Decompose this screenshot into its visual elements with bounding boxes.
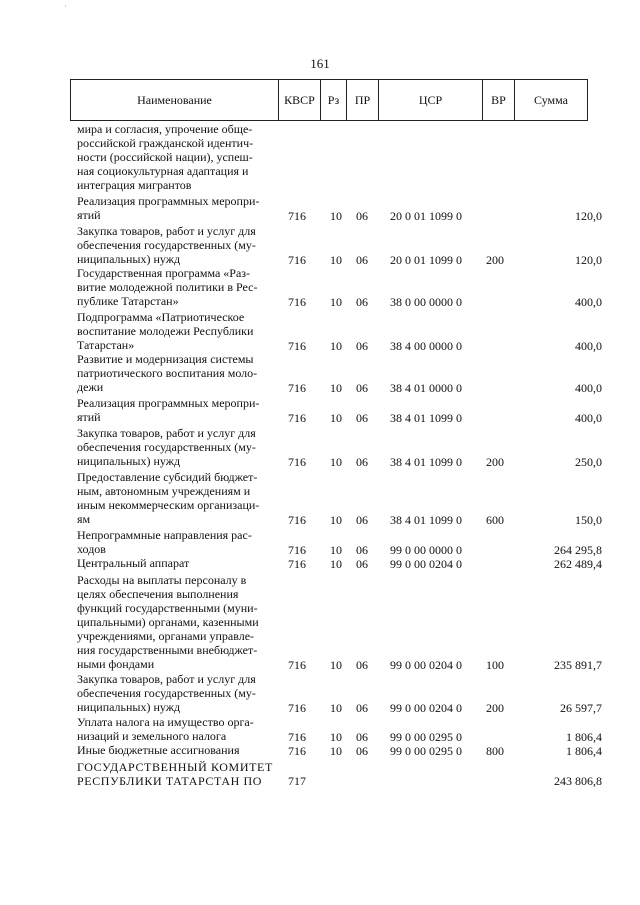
- row-name: [77, 426, 273, 468]
- row-name-line: ходов: [77, 542, 106, 556]
- cell-pr: 06: [356, 339, 368, 353]
- cell-kvsr: 716: [288, 411, 306, 425]
- cell-pr: 06: [356, 513, 368, 527]
- row-name-line: ятий: [77, 410, 101, 424]
- cell-csr: 20 0 01 1099 0: [390, 209, 462, 223]
- cell-kvsr: 716: [288, 295, 306, 309]
- row-name-line: РЕСПУБЛИКИ ТАТАРСТАН ПО: [77, 774, 262, 788]
- cell-sum: 1 806,4: [566, 744, 602, 758]
- cell-rz: 10: [330, 557, 342, 571]
- row-name: [77, 672, 273, 714]
- cell-pr: 06: [356, 543, 368, 557]
- row-name-line: ниципальных) нужд: [77, 700, 181, 714]
- row-name-line: ципальными) органами, казенными: [77, 615, 259, 629]
- cell-vr: 200: [486, 701, 504, 715]
- row-name-line: обеспечения государственных (му-: [77, 440, 256, 454]
- row-name-line: Уплата налога на имущество орга-: [77, 715, 254, 729]
- row-name: [77, 122, 273, 192]
- cell-vr: 800: [486, 744, 504, 758]
- row-name-line: ности (российской нации), успеш-: [77, 150, 253, 164]
- row-name-line: дежи: [77, 380, 104, 394]
- row-name-line: обеспечения государственных (му-: [77, 238, 256, 252]
- cell-csr: 99 0 00 0204 0: [390, 557, 462, 571]
- cell-pr: 06: [356, 658, 368, 672]
- cell-rz: 10: [330, 513, 342, 527]
- cell-sum: 120,0: [575, 253, 602, 267]
- row-name-line: публике Татарстан»: [77, 294, 179, 308]
- cell-sum: 26 597,7: [560, 701, 602, 715]
- row-name-line: ниципальных) нужд: [77, 454, 181, 468]
- cell-kvsr: 716: [288, 513, 306, 527]
- cell-csr: 38 4 01 1099 0: [390, 513, 462, 527]
- cell-pr: 06: [356, 411, 368, 425]
- cell-rz: 10: [330, 339, 342, 353]
- cell-csr: 99 0 00 0000 0: [390, 543, 462, 557]
- cell-vr: 200: [486, 455, 504, 469]
- row-name-line: иным некоммерческим организаци-: [77, 498, 260, 512]
- row-name-line: воспитание молодежи Республики: [77, 324, 254, 338]
- column-header-sum: Сумма: [514, 80, 588, 120]
- row-name: [77, 266, 273, 308]
- cell-csr: 38 4 01 1099 0: [390, 455, 462, 469]
- cell-vr: 100: [486, 658, 504, 672]
- cell-sum: 235 891,7: [554, 658, 602, 672]
- cell-rz: 10: [330, 730, 342, 744]
- row-name-line: функций государственными (муни-: [77, 601, 258, 615]
- row-name-line: целях обеспечения выполнения: [77, 587, 239, 601]
- cell-csr: 38 4 01 0000 0: [390, 381, 462, 395]
- column-header-name: Наименование: [70, 80, 278, 120]
- cell-kvsr: 716: [288, 209, 306, 223]
- cell-kvsr: 716: [288, 557, 306, 571]
- cell-csr: 99 0 00 0295 0: [390, 744, 462, 758]
- cell-csr: 99 0 00 0295 0: [390, 730, 462, 744]
- cell-pr: 06: [356, 381, 368, 395]
- row-name-line: Предоставление субсидий бюджет-: [77, 470, 258, 484]
- cell-sum: 120,0: [575, 209, 602, 223]
- cell-sum: 264 295,8: [554, 543, 602, 557]
- cell-csr: 38 4 00 0000 0: [390, 339, 462, 353]
- cell-pr: 06: [356, 455, 368, 469]
- cell-sum: 243 806,8: [554, 774, 602, 788]
- cell-pr: 06: [356, 253, 368, 267]
- row-name: [77, 573, 273, 671]
- column-header-pr: ПР: [346, 80, 378, 120]
- row-name-line: ниципальных) нужд: [77, 252, 181, 266]
- cell-kvsr: 716: [288, 455, 306, 469]
- cell-rz: 10: [330, 658, 342, 672]
- row-name-line: интеграция мигрантов: [77, 178, 192, 192]
- row-name-line: учреждениями, органами управле-: [77, 629, 255, 643]
- cell-csr: 20 0 01 1099 0: [390, 253, 462, 267]
- row-name: [77, 352, 273, 394]
- row-name: [77, 743, 273, 757]
- cell-pr: 06: [356, 730, 368, 744]
- cell-pr: 06: [356, 701, 368, 715]
- row-name-line: ными фондами: [77, 657, 155, 671]
- cell-vr: 600: [486, 513, 504, 527]
- row-name: [77, 470, 273, 526]
- cell-rz: 10: [330, 543, 342, 557]
- row-name: [77, 224, 273, 266]
- cell-sum: 150,0: [575, 513, 602, 527]
- column-header-csr: ЦСР: [378, 80, 482, 120]
- row-name-line: Подпрограмма «Патриотическое: [77, 310, 245, 324]
- cell-kvsr: 716: [288, 253, 306, 267]
- cell-pr: 06: [356, 295, 368, 309]
- cell-csr: 38 4 01 1099 0: [390, 411, 462, 425]
- row-name-line: Расходы на выплаты персоналу в: [77, 573, 247, 587]
- row-name: [77, 715, 273, 743]
- row-name-line: Татарстан»: [77, 338, 135, 352]
- cell-kvsr: 716: [288, 701, 306, 715]
- row-name-line: ятий: [77, 208, 101, 222]
- row-name-line: Реализация программных меропри-: [77, 194, 260, 208]
- scan-speck: ·: [64, 2, 67, 11]
- column-header-vr: ВР: [482, 80, 514, 120]
- row-name-line: Реализация программных меропри-: [77, 396, 260, 410]
- cell-rz: 10: [330, 253, 342, 267]
- row-name-line: ния государственными внебюджет-: [77, 643, 258, 657]
- row-name-line: ным, автономным учреждениям и: [77, 484, 251, 498]
- cell-rz: 10: [330, 295, 342, 309]
- row-name-line: Закупка товаров, работ и услуг для: [77, 672, 256, 686]
- row-name-line: мира и согласия, упрочение обще-: [77, 122, 253, 136]
- row-name: [77, 528, 273, 556]
- row-name: [77, 396, 273, 424]
- row-name: [77, 310, 273, 352]
- cell-kvsr: 716: [288, 339, 306, 353]
- cell-kvsr: 716: [288, 381, 306, 395]
- cell-pr: 06: [356, 209, 368, 223]
- cell-rz: 10: [330, 455, 342, 469]
- row-name-line: Центральный аппарат: [77, 556, 190, 570]
- row-name-line: витие молодежной политики в Рес-: [77, 280, 258, 294]
- cell-sum: 400,0: [575, 411, 602, 425]
- cell-kvsr: 716: [288, 730, 306, 744]
- cell-vr: 200: [486, 253, 504, 267]
- cell-sum: 400,0: [575, 295, 602, 309]
- row-name-line: ГОСУДАРСТВЕННЫЙ КОМИТЕТ: [77, 760, 273, 774]
- row-name-line: низаций и земельного налога: [77, 729, 227, 743]
- cell-sum: 400,0: [575, 339, 602, 353]
- cell-csr: 99 0 00 0204 0: [390, 658, 462, 672]
- cell-kvsr: 716: [288, 543, 306, 557]
- row-name: [77, 760, 273, 788]
- column-header-rz: Рз: [320, 80, 346, 120]
- row-name-line: Развитие и модернизация системы: [77, 352, 254, 366]
- cell-csr: 38 0 00 0000 0: [390, 295, 462, 309]
- cell-sum: 1 806,4: [566, 730, 602, 744]
- cell-kvsr: 716: [288, 744, 306, 758]
- row-name-line: Иные бюджетные ассигнования: [77, 743, 240, 757]
- row-name: [77, 556, 273, 570]
- row-name-line: Закупка товаров, работ и услуг для: [77, 224, 256, 238]
- cell-rz: 10: [330, 411, 342, 425]
- cell-rz: 10: [330, 744, 342, 758]
- row-name-line: ям: [77, 512, 91, 526]
- cell-kvsr: 716: [288, 658, 306, 672]
- cell-pr: 06: [356, 744, 368, 758]
- row-name-line: Государственная программа «Раз-: [77, 266, 251, 280]
- row-name-line: патриотического воспитания моло-: [77, 366, 258, 380]
- cell-csr: 99 0 00 0204 0: [390, 701, 462, 715]
- row-name-line: обеспечения государственных (му-: [77, 686, 256, 700]
- page-number: 161: [310, 56, 330, 71]
- column-header-kvsr: КВСР: [278, 80, 320, 120]
- cell-sum: 250,0: [575, 455, 602, 469]
- row-name-line: Непрограммные направления рас-: [77, 528, 252, 542]
- row-name-line: ная социокультурная адаптация и: [77, 164, 249, 178]
- cell-kvsr: 717: [288, 774, 306, 788]
- row-name-line: российской гражданской идентич-: [77, 136, 254, 150]
- cell-rz: 10: [330, 701, 342, 715]
- cell-sum: 262 489,4: [554, 557, 602, 571]
- row-name-line: Закупка товаров, работ и услуг для: [77, 426, 256, 440]
- cell-rz: 10: [330, 209, 342, 223]
- cell-pr: 06: [356, 557, 368, 571]
- cell-rz: 10: [330, 381, 342, 395]
- row-name: [77, 194, 273, 222]
- cell-sum: 400,0: [575, 381, 602, 395]
